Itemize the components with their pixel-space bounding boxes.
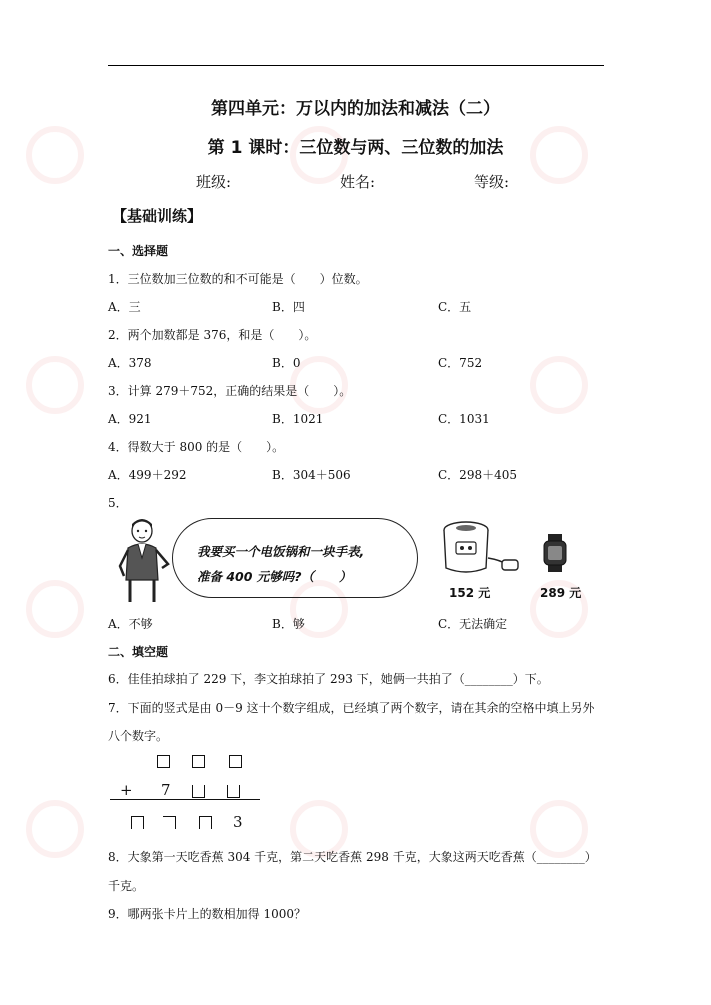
watch-icon: [540, 534, 570, 572]
watch-price: 289 元: [540, 586, 582, 600]
header-rule: [108, 65, 604, 66]
speech-bubble: [172, 518, 418, 598]
answer-box[interactable]: [163, 816, 176, 829]
plus-sign: +: [120, 781, 133, 799]
answer-box[interactable]: [157, 755, 170, 768]
result-digit: 3: [233, 813, 243, 831]
page-title: 第四单元：万以内的加法和减法（二）: [211, 99, 500, 119]
grade-label: 等级:: [474, 173, 510, 191]
q3-option-a: A．921: [108, 412, 152, 426]
man-illustration: [112, 518, 174, 602]
q5-option-a: A．不够: [108, 617, 153, 631]
question-5: 5．: [108, 496, 128, 510]
question-4: 4．得数大于 800 的是（ ）。: [108, 440, 285, 454]
answer-box[interactable]: [192, 785, 205, 798]
lesson-subtitle: 第 1 课时：三位数与两、三位数的加法: [207, 138, 504, 158]
answer-box[interactable]: [131, 816, 144, 829]
watermark-logo: [26, 580, 84, 638]
bubble-line-1: 我要买一个电饭锅和一块手表,: [197, 544, 365, 559]
answer-box[interactable]: [199, 816, 212, 829]
q4-option-c: C．298＋405: [438, 468, 517, 482]
class-label: 班级:: [196, 173, 232, 191]
rice-cooker-icon: [440, 518, 522, 580]
bubble-line-2: 准备 400 元够吗?（ ）: [197, 569, 352, 584]
question-9: 9．哪两张卡片上的数相加得 1000？: [108, 907, 306, 921]
section-title: 【基础训练】: [112, 207, 203, 225]
answer-box[interactable]: [229, 755, 242, 768]
q1-option-a: A．三: [108, 300, 141, 314]
answer-box[interactable]: [192, 755, 205, 768]
question-6: 6．佳佳拍球拍了 229 下，李文拍球拍了 293 下，她俩一共拍了（________）下。: [108, 672, 549, 686]
q5-option-c: C．无法确定: [438, 617, 508, 631]
question-7-line-1: 7．下面的竖式是由 0－9 这十个数字组成，已经填了两个数字，请在其余的空格中填上另外: [108, 701, 595, 715]
question-8-line-2: 千克。: [108, 879, 145, 893]
q1-option-b: B．四: [272, 300, 305, 314]
question-1: 1．三位数加三位数的和不可能是（ ）位数。: [108, 272, 368, 286]
question-3: 3．计算 279＋752，正确的结果是（ ）。: [108, 384, 352, 398]
watermark-logo: [26, 356, 84, 414]
answer-box[interactable]: [227, 785, 240, 798]
q4-option-b: B．304＋506: [272, 468, 351, 482]
watermark-logo: [530, 356, 588, 414]
question-8-line-1: 8．大象第一天吃香蕉 304 千克，第二天吃香蕉 298 千克，大象这两天吃香蕉（________）: [108, 850, 597, 864]
sum-line: [110, 799, 260, 800]
name-label: 姓名:: [340, 173, 376, 191]
q3-option-b: B．1021: [272, 412, 324, 426]
cooker-price: 152 元: [449, 586, 491, 600]
question-7-line-2: 八个数字。: [108, 729, 169, 743]
part2-heading: 二、填空题: [108, 645, 169, 659]
given-digit: 7: [161, 781, 171, 799]
q1-option-c: C．五: [438, 300, 472, 314]
question-2: 2．两个加数都是 376，和是（ ）。: [108, 328, 317, 342]
q4-option-a: A．499＋292: [108, 468, 187, 482]
q2-option-a: A．378: [108, 356, 152, 370]
q5-option-b: B．够: [272, 617, 305, 631]
watermark-logo: [26, 800, 84, 858]
q2-option-b: B．0: [272, 356, 301, 370]
q3-option-c: C．1031: [438, 412, 490, 426]
q2-option-c: C．752: [438, 356, 483, 370]
part1-heading: 一、选择题: [108, 244, 169, 258]
